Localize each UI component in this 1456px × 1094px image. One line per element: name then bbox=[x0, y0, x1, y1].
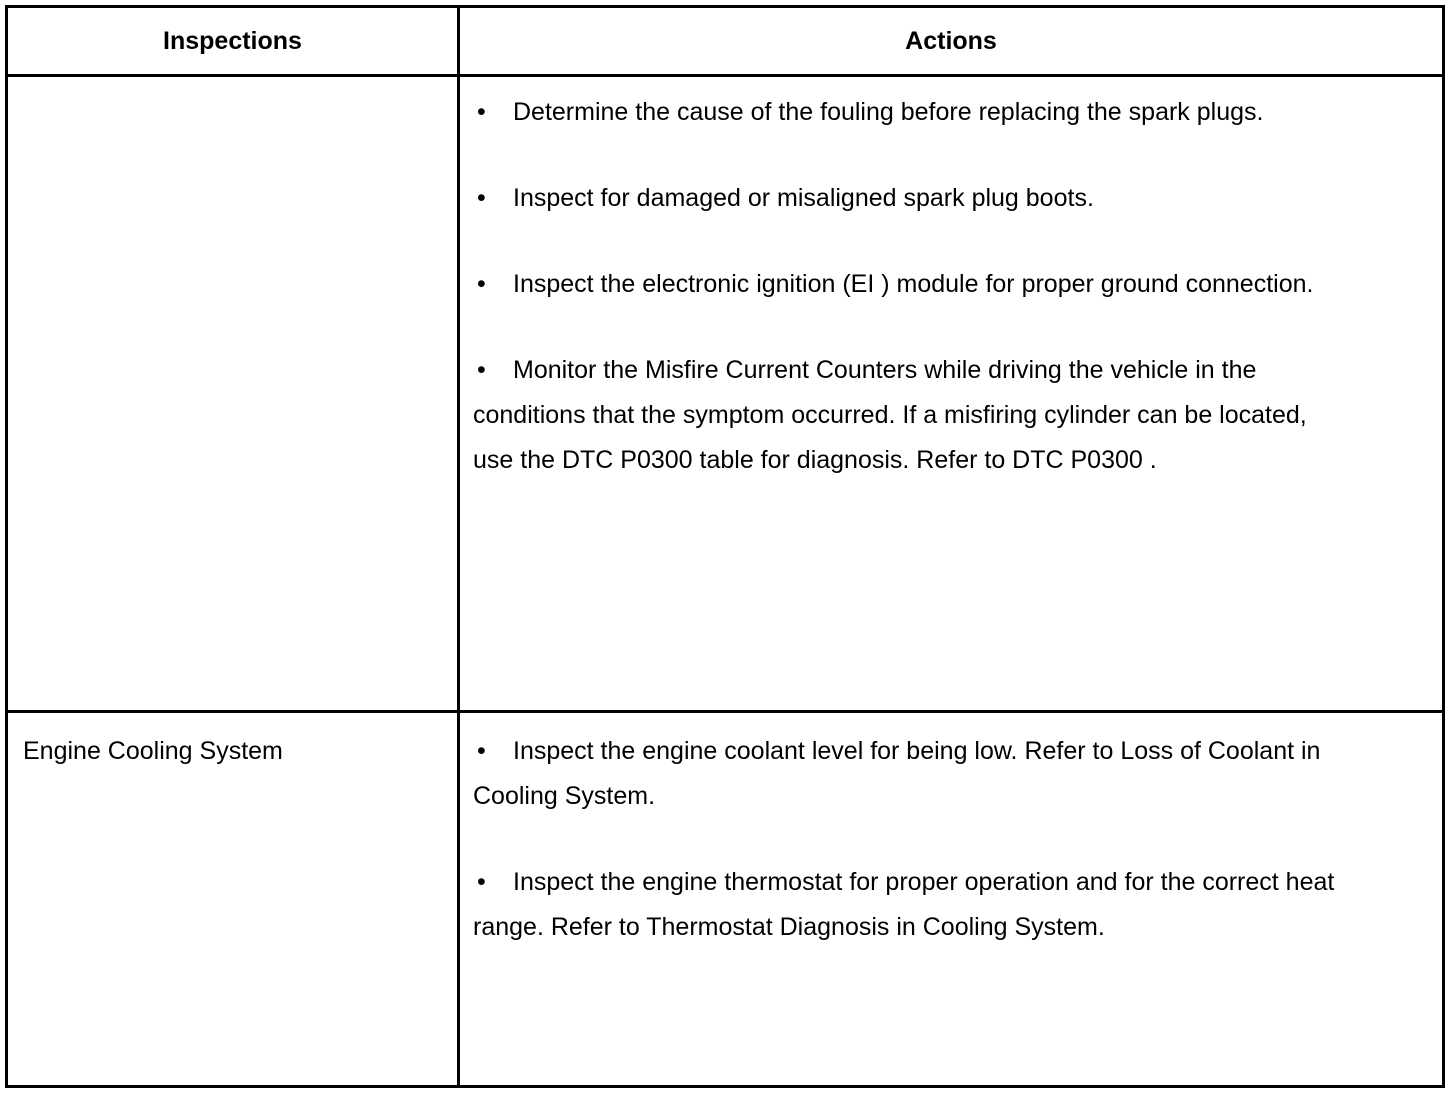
action-text: Inspect the engine thermostat for proper operation and for the correct heat range. Refer to Thermostat Diagnosis in Cooling System. bbox=[473, 868, 1335, 941]
action-text: Monitor the Misfire Current Counters while driving the vehicle in the conditions that the symptom occurred. If a misfiring cylinder can be located, use the DTC P0300 table for diagnosis. Refer to DTC P0300 . bbox=[473, 356, 1307, 474]
row-1-actions bbox=[473, 90, 1353, 483]
action-text: Determine the cause of the fouling before replacing the spark plugs. bbox=[513, 98, 1264, 126]
bullet-icon: • bbox=[477, 737, 486, 765]
action-item bbox=[473, 176, 1353, 221]
action-text: Inspect for damaged or misaligned spark plug boots. bbox=[513, 184, 1094, 212]
header-divider bbox=[8, 74, 1442, 77]
action-text: Inspect the electronic ignition (EI ) module for proper ground connection. bbox=[513, 270, 1314, 298]
action-item bbox=[473, 90, 1353, 135]
header-actions: Actions bbox=[905, 26, 997, 55]
header-inspections: Inspections bbox=[163, 26, 302, 55]
bullet-icon: • bbox=[477, 98, 486, 126]
row-divider bbox=[8, 710, 1442, 713]
inspection-actions-table bbox=[5, 5, 1445, 1088]
row-2-actions bbox=[473, 729, 1353, 950]
action-item bbox=[473, 729, 1353, 819]
column-divider bbox=[457, 8, 460, 1085]
bullet-icon: • bbox=[477, 270, 486, 298]
row-2-inspection: Engine Cooling System bbox=[23, 737, 283, 765]
action-item bbox=[473, 348, 1353, 483]
bullet-icon: • bbox=[477, 868, 486, 896]
action-item bbox=[473, 262, 1353, 307]
bullet-icon: • bbox=[477, 184, 486, 212]
action-text: Inspect the engine coolant level for being low. Refer to Loss of Coolant in Cooling System. bbox=[473, 737, 1321, 810]
action-item bbox=[473, 860, 1353, 950]
bullet-icon: • bbox=[477, 356, 486, 384]
